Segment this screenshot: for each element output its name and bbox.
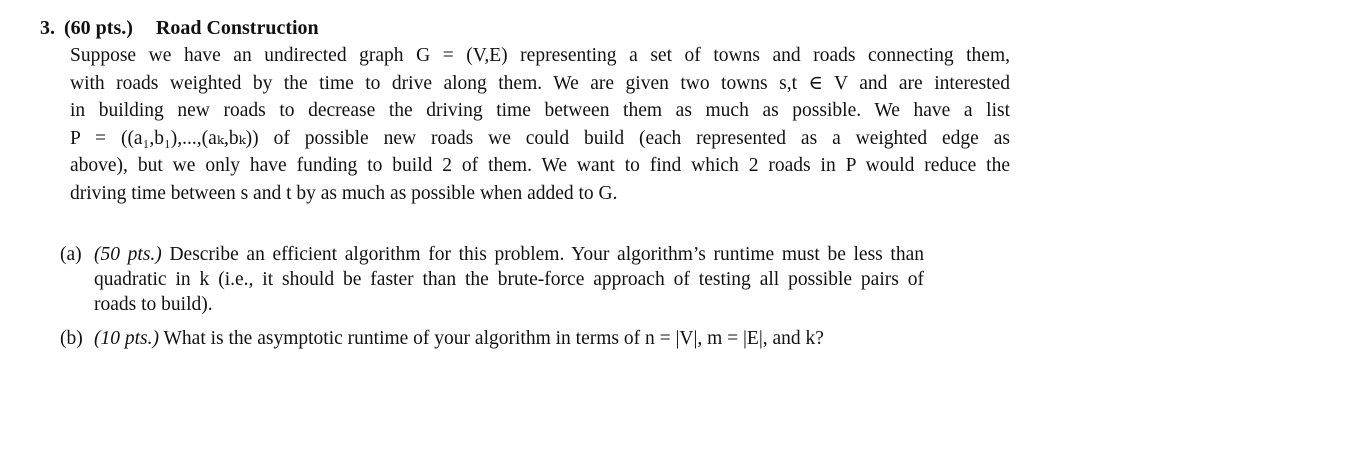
statement-line: in building new roads to decrease the driving time between them as much as possible. We have a list — [70, 100, 1010, 121]
statement-line: driving time between s and t by as much as possible when added to G. — [70, 182, 618, 204]
problem-number: 3. — [40, 17, 55, 39]
statement-line: Suppose we have an undirected graph G = (V,E) representing a set of towns and roads connecting them, — [70, 45, 1010, 66]
problem-header — [40, 14, 1020, 42]
subpart-label: (b) — [60, 328, 83, 349]
problem-title: Road Construction — [155, 17, 319, 39]
subparts-list — [60, 242, 940, 360]
subpart-line — [94, 242, 924, 267]
subpart-text: Describe an efficient algorithm for this problem. Your algorithm’s runtime must be less than — [169, 244, 924, 265]
subpart-line: roads to build). — [94, 294, 213, 315]
problem-statement — [70, 42, 1010, 207]
statement-line: above), but we only have funding to build 2 of them. We want to find which 2 roads in P would reduce the — [70, 155, 1010, 176]
statement-line: P = ((a₁,b₁),...,(aₖ,bₖ)) of possible new roads we could build (each represented as a weighted edge as — [70, 127, 1010, 149]
subpart-line — [94, 326, 940, 351]
subpart-label: (a) — [60, 244, 82, 265]
subpart-text: What is the asymptotic runtime of your algorithm in terms of n = |V|, m = |E|, and k? — [163, 328, 824, 349]
problem-points: (60 pts.) — [64, 17, 133, 39]
subpart-b — [60, 326, 940, 351]
subpart-points: (10 pts.) — [94, 328, 159, 349]
subpart-line: quadratic in k (i.e., it should be faster than the brute-force approach of testing all possible pairs of — [94, 269, 924, 290]
statement-line: with roads weighted by the time to drive along them. We are given two towns s,t ∈ V and are interested — [70, 72, 1010, 94]
subpart-points: (50 pts.) — [94, 244, 162, 265]
subpart-a — [60, 242, 940, 317]
problem-block — [40, 14, 1020, 207]
